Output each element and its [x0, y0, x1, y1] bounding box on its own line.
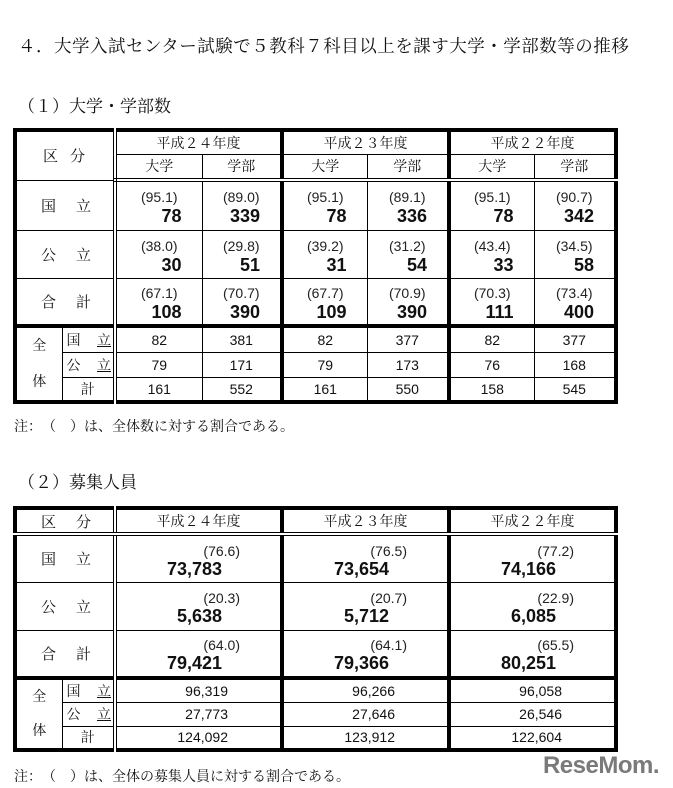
- row-label: 合 計: [15, 278, 115, 326]
- percentage: (29.8): [222, 237, 260, 254]
- enrollment-capacity-table: [13, 506, 618, 752]
- count: 74,166: [500, 558, 556, 579]
- table-row-public: [15, 230, 616, 278]
- total-row-sum: [15, 377, 616, 402]
- total-value: 27,646: [282, 702, 449, 726]
- section1-heading: （１）大学・学部数: [18, 97, 171, 117]
- sub-header-university: 大学: [115, 154, 202, 180]
- count: 111: [485, 301, 514, 322]
- total-value: 27,773: [115, 702, 282, 726]
- table-row-total: [15, 278, 616, 326]
- total-value: 79: [282, 352, 367, 377]
- count: 73,783: [166, 558, 222, 579]
- percentage: (95.1): [306, 189, 344, 206]
- percentage: (89.1): [388, 189, 426, 206]
- table-row-public: [15, 582, 616, 630]
- total-value: 545: [534, 377, 616, 402]
- count: 5,712: [343, 606, 389, 626]
- count: 400: [563, 301, 594, 322]
- table-row-national: [15, 534, 616, 582]
- total-value: 377: [534, 326, 616, 352]
- percentage: (64.0): [203, 637, 240, 654]
- year-header: 平成２２年度: [449, 508, 616, 534]
- count: 33: [493, 254, 514, 275]
- sub-row-label: 公 立: [62, 702, 115, 726]
- total-value: 96,319: [115, 678, 282, 702]
- percentage: (64.1): [370, 637, 407, 654]
- resemom-logo: ReseMom.: [542, 752, 659, 779]
- category-label-char: 分: [69, 147, 85, 166]
- percentage: (73.4): [555, 284, 593, 301]
- percentage: (95.1): [473, 189, 511, 206]
- sub-header-university: 大学: [449, 154, 534, 180]
- count: 342: [563, 206, 594, 227]
- total-value: 96,266: [282, 678, 449, 702]
- total-value: 377: [367, 326, 449, 352]
- year-header: 平成２３年度: [282, 508, 449, 534]
- sub-row-label: 国 立: [62, 326, 115, 352]
- count: 80,251: [500, 653, 556, 674]
- count: 78: [493, 206, 514, 227]
- sub-header-university: 大学: [282, 154, 367, 180]
- count: 5,638: [176, 606, 222, 626]
- percentage: (70.9): [388, 284, 426, 301]
- total-value: 550: [367, 377, 449, 402]
- total-value: 82: [115, 326, 202, 352]
- total-row-public: [15, 352, 616, 377]
- count: 6,085: [510, 606, 556, 626]
- percentage: (67.1): [140, 284, 178, 301]
- count: 30: [161, 254, 182, 275]
- total-value: 161: [115, 377, 202, 402]
- percentage: (95.1): [140, 189, 178, 206]
- total-value: 171: [202, 352, 282, 377]
- total-value: 381: [202, 326, 282, 352]
- percentage: (67.7): [306, 284, 344, 301]
- year-header: 平成２４年度: [115, 508, 282, 534]
- row-label: 公 立: [15, 582, 115, 630]
- row-label: 合 計: [15, 630, 115, 678]
- category-header: [15, 130, 115, 180]
- universities-faculties-table: [13, 128, 618, 404]
- total-value: 96,058: [449, 678, 616, 702]
- count: 390: [396, 301, 427, 322]
- category-label-char: 区: [43, 147, 59, 166]
- total-value: 123,912: [282, 726, 449, 750]
- count: 339: [229, 206, 260, 227]
- sub-row-label: 計: [62, 726, 115, 750]
- sub-header-faculty: 学部: [367, 154, 449, 180]
- total-value: 158: [449, 377, 534, 402]
- sub-row-label: 計: [62, 377, 115, 402]
- total-value: 82: [282, 326, 367, 352]
- sub-row-label: 国 立: [62, 678, 115, 702]
- percentage: (77.2): [537, 542, 574, 559]
- total-value: 26,546: [449, 702, 616, 726]
- section1-note: 注： （ ）は、全体数に対する割合である。: [14, 419, 294, 435]
- table-row-national: [15, 180, 616, 230]
- count: 109: [316, 301, 347, 322]
- total-label: 全 体: [15, 678, 62, 750]
- row-label: 国 立: [15, 180, 115, 230]
- percentage: (31.2): [388, 237, 426, 254]
- sub-header-faculty: 学部: [534, 154, 616, 180]
- total-value: 82: [449, 326, 534, 352]
- row-label: 国 立: [15, 534, 115, 582]
- percentage: (20.7): [370, 590, 407, 606]
- year-header: 平成２４年度: [115, 130, 282, 154]
- count: 58: [573, 254, 594, 275]
- percentage: (76.6): [203, 542, 240, 559]
- section2-note: 注： （ ）は、全体の募集人員に対する割合である。: [14, 769, 350, 785]
- section2-heading: （２）募集人員: [18, 473, 137, 493]
- count: 31: [326, 254, 347, 275]
- count: 78: [161, 206, 182, 227]
- count: 54: [406, 254, 427, 275]
- percentage: (34.5): [555, 237, 593, 254]
- total-value: 173: [367, 352, 449, 377]
- count: 79,421: [166, 653, 222, 674]
- percentage: (38.0): [140, 237, 178, 254]
- total-row-sum: [15, 726, 616, 750]
- sub-row-label: 公 立: [62, 352, 115, 377]
- total-label: 全 体: [15, 326, 62, 402]
- percentage: (65.5): [537, 637, 574, 654]
- percentage: (43.4): [473, 237, 511, 254]
- percentage: (90.7): [555, 189, 593, 206]
- total-row-national: [15, 326, 616, 352]
- count: 73,654: [333, 558, 389, 579]
- percentage: (76.5): [370, 542, 407, 559]
- count: 51: [239, 254, 260, 275]
- total-value: 552: [202, 377, 282, 402]
- total-row-national: [15, 678, 616, 702]
- total-value: 122,604: [449, 726, 616, 750]
- document-title: ４．大学入試センター試験で５教科７科目以上を課す大学・学部数等の推移: [18, 37, 630, 57]
- count: 108: [151, 301, 182, 322]
- year-header: 平成２２年度: [449, 130, 616, 154]
- total-value: 76: [449, 352, 534, 377]
- category-header: 区 分: [15, 508, 115, 534]
- year-header: 平成２３年度: [282, 130, 449, 154]
- sub-header-faculty: 学部: [202, 154, 282, 180]
- count: 79,366: [333, 653, 389, 674]
- total-value: 124,092: [115, 726, 282, 750]
- percentage: (70.3): [473, 284, 511, 301]
- total-row-public: [15, 702, 616, 726]
- total-value: 79: [115, 352, 202, 377]
- total-value: 161: [282, 377, 367, 402]
- row-label: 公 立: [15, 230, 115, 278]
- percentage: (39.2): [306, 237, 344, 254]
- percentage: (20.3): [203, 590, 240, 606]
- count: 336: [396, 206, 427, 227]
- table-row-total: [15, 630, 616, 678]
- count: 78: [326, 206, 347, 227]
- percentage: (22.9): [537, 590, 574, 606]
- percentage: (89.0): [222, 189, 260, 206]
- count: 390: [229, 301, 260, 322]
- percentage: (70.7): [222, 284, 260, 301]
- total-value: 168: [534, 352, 616, 377]
